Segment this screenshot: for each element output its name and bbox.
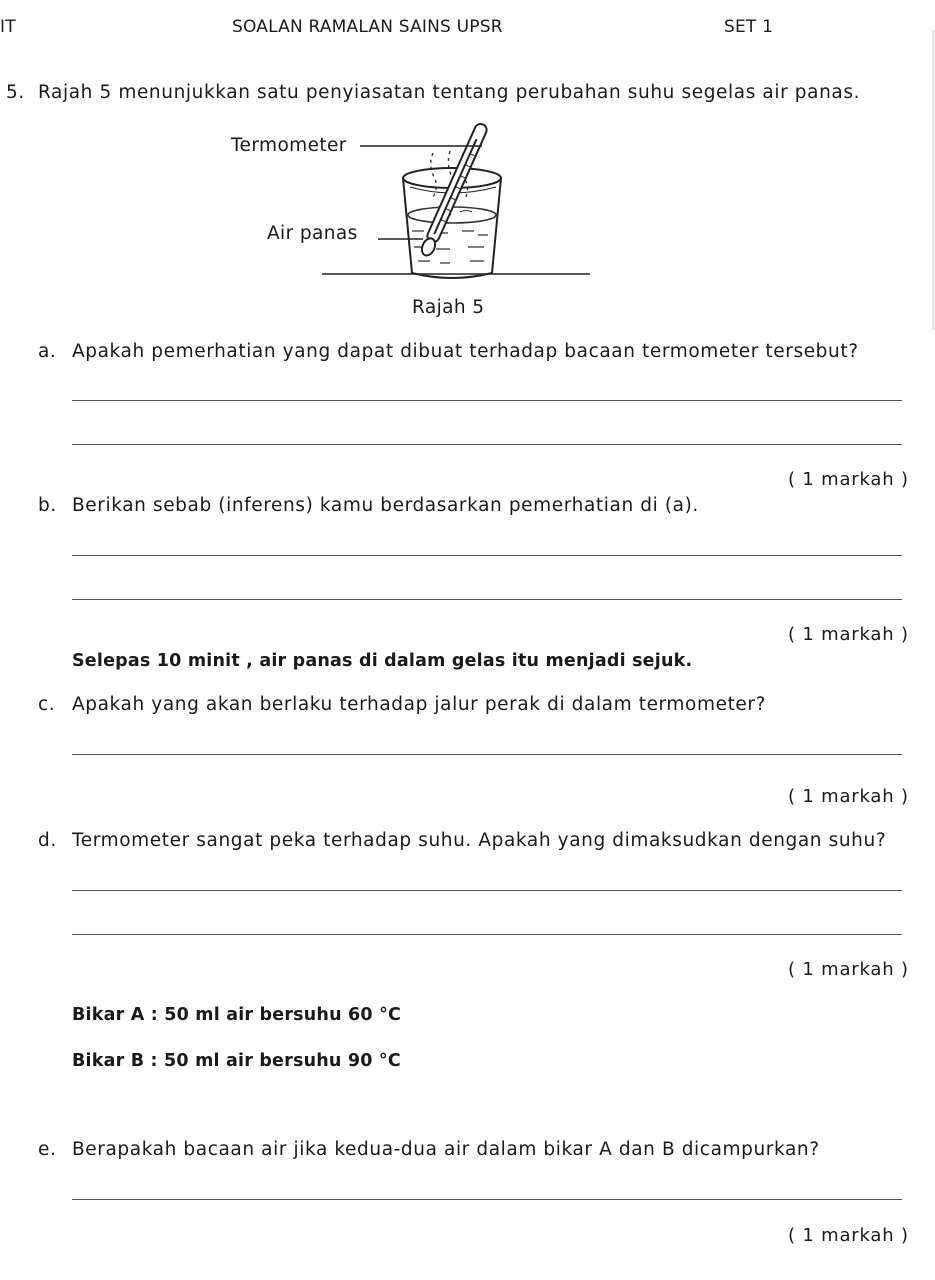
part-b-marks: ( 1 markah ) — [788, 624, 909, 645]
part-a-letter: a. — [38, 341, 57, 362]
answer-line-e1[interactable] — [72, 1199, 902, 1200]
part-a-marks: ( 1 markah ) — [788, 469, 909, 490]
answer-line-d1[interactable] — [72, 890, 902, 891]
part-d-letter: d. — [38, 830, 57, 851]
answer-line-b1[interactable] — [72, 555, 902, 556]
part-d-marks: ( 1 markah ) — [788, 959, 909, 980]
part-b-letter: b. — [38, 495, 57, 516]
thermometer — [419, 122, 488, 258]
beaker-b-info: Bikar B : 50 ml air bersuhu 90 °C — [72, 1051, 401, 1071]
figure-caption: Rajah 5 — [412, 297, 485, 318]
set-label: SET 1 — [724, 17, 774, 37]
header-left-fragment: IT — [0, 17, 16, 37]
answer-line-b2[interactable] — [72, 599, 902, 600]
answer-line-a2[interactable] — [72, 444, 902, 445]
part-e-marks: ( 1 markah ) — [788, 1225, 909, 1246]
part-c-marks: ( 1 markah ) — [788, 786, 909, 807]
part-b-question: Berikan sebab (inferens) kamu berdasarkan pemerhatian di (a). — [72, 495, 699, 516]
part-e-letter: e. — [38, 1139, 57, 1160]
question-stem: Rajah 5 menunjukkan satu penyiasatan tentang perubahan suhu segelas air panas. — [38, 82, 861, 103]
label-thermometer: Termometer — [231, 135, 347, 156]
part-c-question: Apakah yang akan berlaku terhadap jalur perak di dalam termometer? — [72, 694, 767, 715]
part-c-letter: c. — [38, 694, 56, 715]
part-d-question: Termometer sangat peka terhadap suhu. Apakah yang dimaksudkan dengan suhu? — [72, 830, 887, 851]
beaker-a-info: Bikar A : 50 ml air bersuhu 60 °C — [72, 1005, 402, 1025]
label-hot-water: Air panas — [267, 223, 358, 244]
note-text: Selepas 10 minit , air panas di dalam gelas itu menjadi sejuk. — [72, 651, 693, 671]
answer-line-a1[interactable] — [72, 400, 902, 401]
water-body — [408, 207, 496, 263]
page-title: SOALAN RAMALAN SAINS UPSR — [232, 17, 503, 37]
answer-line-c1[interactable] — [72, 754, 902, 755]
figure-glass-thermometer — [300, 115, 600, 290]
part-a-question: Apakah pemerhatian yang dapat dibuat terhadap bacaan termometer tersebut? — [72, 341, 859, 362]
part-e-question: Berapakah bacaan air jika kedua-dua air dalam bikar A dan B dicampurkan? — [72, 1139, 820, 1160]
answer-line-d2[interactable] — [72, 934, 902, 935]
question-number: 5. — [6, 82, 25, 103]
